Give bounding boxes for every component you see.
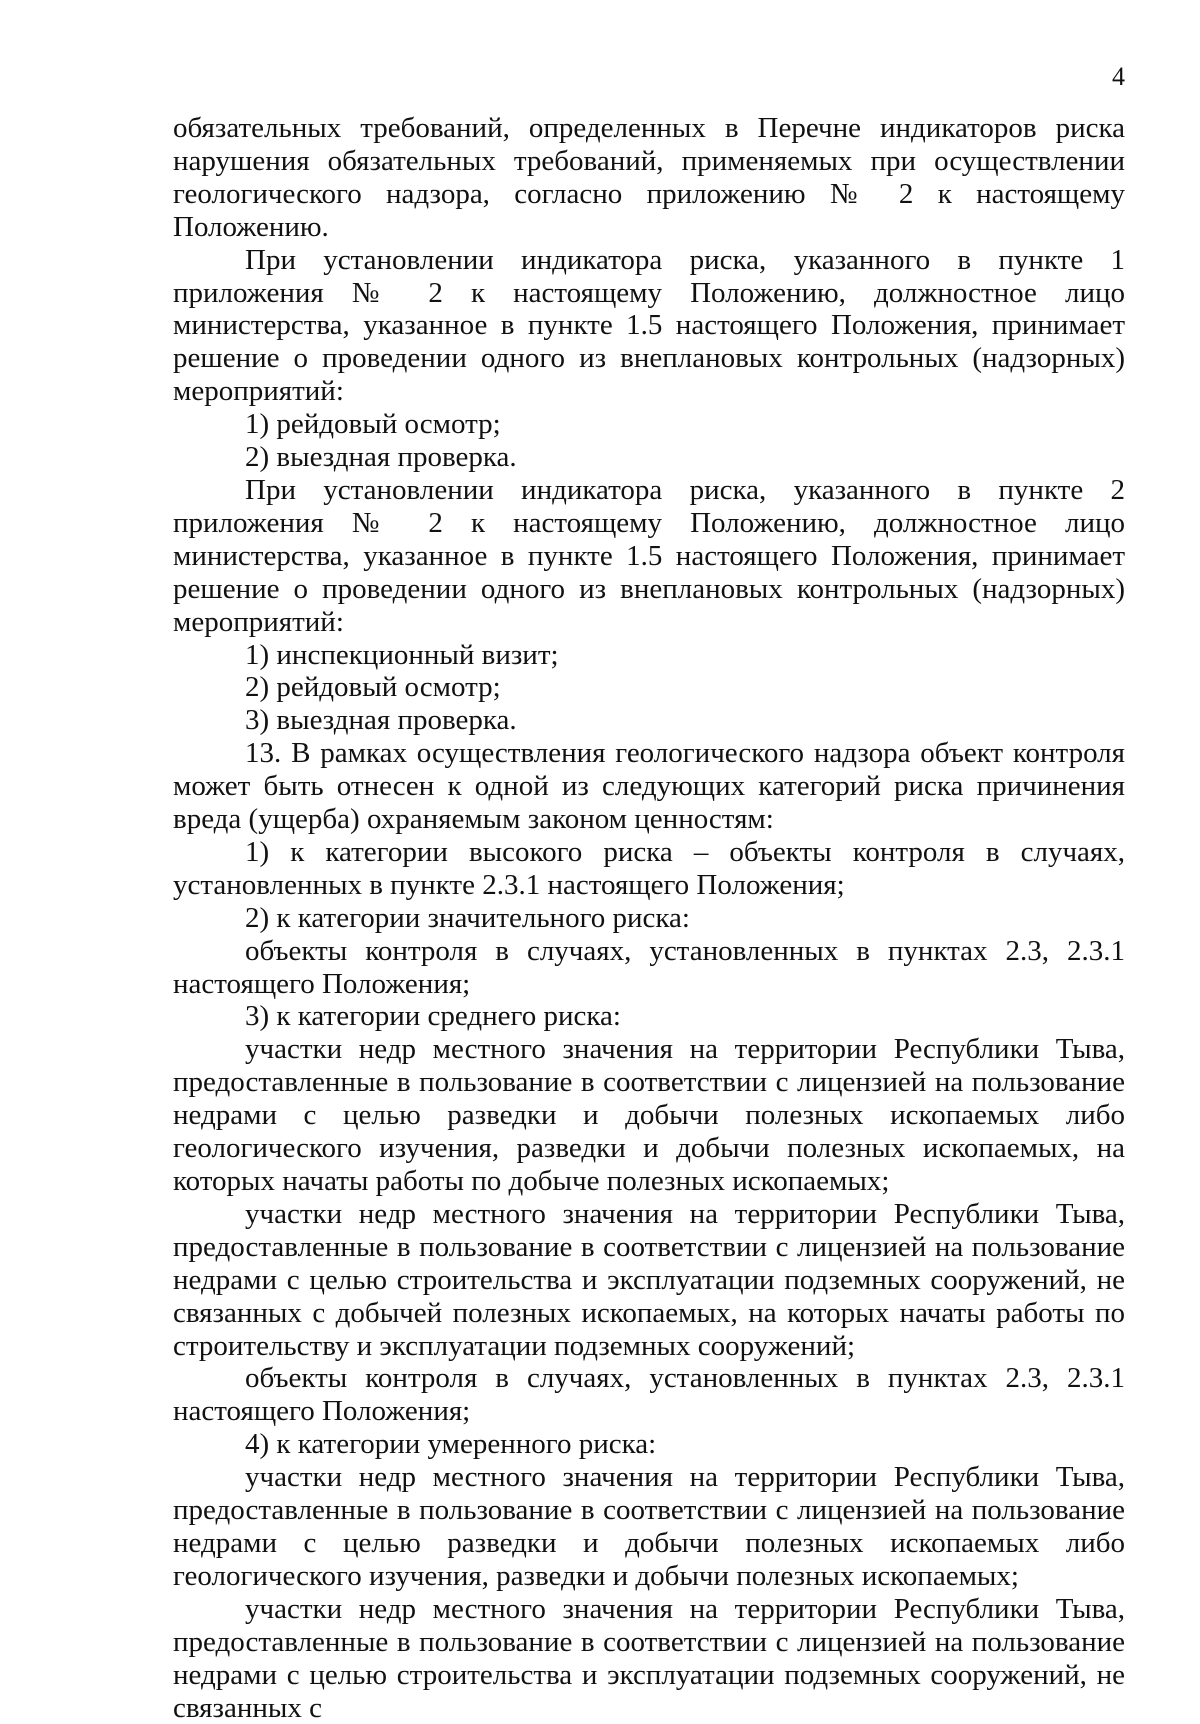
paragraph-moderate-construction: участки недр местного значения на территории Республики Тыва, предоставленные в пользование в соответствии с лицензией на пользование недрами с целью строительства и эксплуатации подземных сооружений, не связанных с	[173, 1592, 1125, 1724]
paragraph-0: обязательных требований, определенных в Перечне индикаторов риска нарушения обязательных требований, применяемых при осуществлении геологического надзора, согласно приложению № 2 к настоящему Положению.	[173, 112, 1125, 243]
body-text	[173, 112, 1125, 1724]
risk-category-high: 1) к категории высокого риска – объекты контроля в случаях, установленных в пункте 2.3.1 настоящего Положения;	[173, 835, 1125, 901]
risk-category-medium: 3) к категории среднего риска:	[245, 1000, 621, 1033]
risk-category-moderate: 4) к категории умеренного риска:	[245, 1428, 657, 1461]
list-item-2b: 2) рейдовый осмотр;	[245, 671, 501, 704]
paragraph-4: При установлении индикатора риска, указанного в пункте 2 приложения № 2 к настоящему Положению, должностное лицо министерства, указанное в пункте 1.5 настоящего Положения, принимает решение о проведении одного из внеплановых контрольных (надзорных) мероприятий:	[173, 473, 1125, 638]
paragraph-significant-objects: объекты контроля в случаях, установленных в пунктах 2.3, 2.3.1 настоящего Положения;	[173, 934, 1125, 1000]
paragraph-medium-exploration: участки недр местного значения на территории Республики Тыва, предоставленные в пользование в соответствии с лицензией на пользование недрами с целью разведки и добычи полезных ископаемых либо геологического изучения, разведки и добычи полезных ископаемых, на которых начаты работы по добыче полезных ископаемых;	[173, 1033, 1125, 1197]
paragraph-1: При установлении индикатора риска, указанного в пункте 1 приложения № 2 к настоящему Положению, должностное лицо министерства, указанное в пункте 1.5 настоящего Положения, принимает решение о проведении одного из внеплановых контрольных (надзорных) мероприятий:	[173, 243, 1125, 408]
list-item-2: 2) выездная проверка.	[245, 441, 517, 474]
risk-category-significant: 2) к категории значительного риска:	[245, 901, 690, 934]
paragraph-moderate-exploration: участки недр местного значения на территории Республики Тыва, предоставленные в пользование в соответствии с лицензией на пользование недрами с целью разведки и добычи полезных ископаемых либо геологического изучения, разведки и добычи полезных ископаемых;	[173, 1461, 1125, 1592]
list-item-3b: 3) выездная проверка.	[245, 704, 517, 737]
paragraph-13: 13. В рамках осуществления геологического надзора объект контроля может быть отнесен к одной из следующих категорий риска причинения вреда (ущерба) охраняемым законом ценностям:	[173, 737, 1125, 836]
list-item-1b: 1) инспекционный визит;	[245, 638, 559, 671]
paragraph-medium-objects: объекты контроля в случаях, установленных в пунктах 2.3, 2.3.1 настоящего Положения;	[173, 1362, 1125, 1428]
list-item-1: 1) рейдовый осмотр;	[245, 408, 501, 441]
paragraph-medium-construction: участки недр местного значения на территории Республики Тыва, предоставленные в пользование в соответствии с лицензией на пользование недрами с целью строительства и эксплуатации подземных сооружений, не связанных с добычей полезных ископаемых, на которых начаты работы по строительству и эксплуатации подземных сооружений;	[173, 1197, 1125, 1362]
page-number: 4	[1112, 62, 1125, 91]
